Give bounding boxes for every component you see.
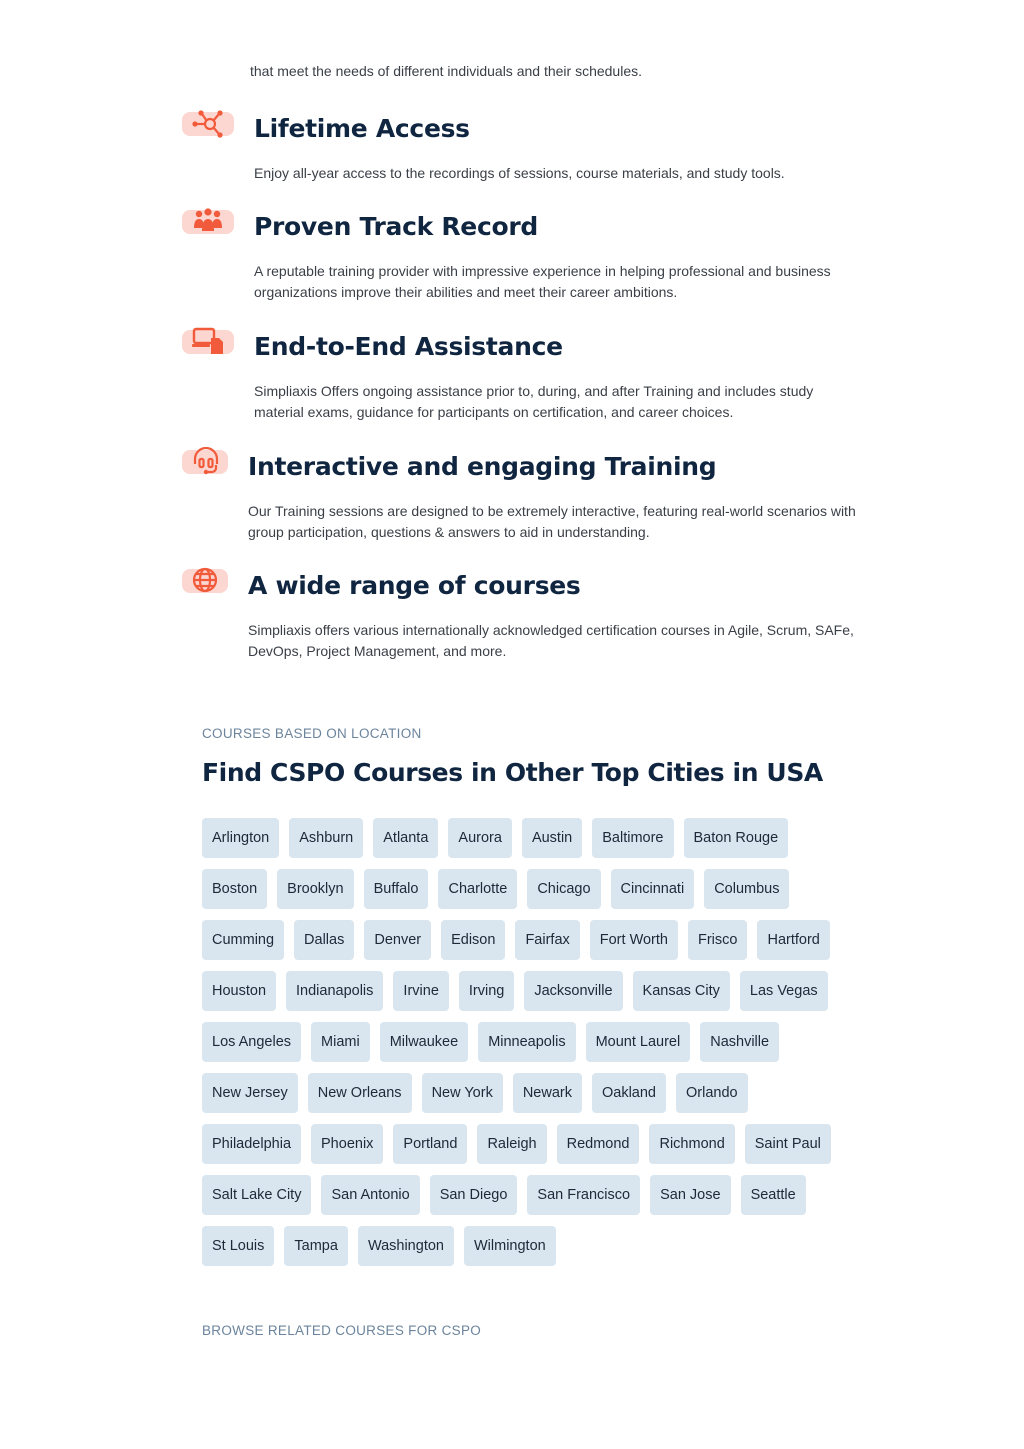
- city-link[interactable]: Salt Lake City: [202, 1175, 311, 1215]
- city-row: [202, 1022, 872, 1062]
- city-link[interactable]: Arlington: [202, 818, 279, 858]
- city-link[interactable]: New York: [422, 1073, 503, 1113]
- city-link[interactable]: Nashville: [700, 1022, 779, 1062]
- city-link[interactable]: Oakland: [592, 1073, 666, 1113]
- city-link[interactable]: Dallas: [294, 920, 354, 960]
- city-link[interactable]: Newark: [513, 1073, 582, 1113]
- city-row: [202, 1124, 872, 1164]
- headset-icon: [182, 450, 228, 474]
- city-link[interactable]: Cincinnati: [611, 869, 695, 909]
- city-row: [202, 818, 872, 858]
- city-link[interactable]: Fort Worth: [590, 920, 678, 960]
- feature-title: Proven Track Record: [254, 212, 538, 241]
- city-link[interactable]: Saint Paul: [745, 1124, 831, 1164]
- city-link[interactable]: Jacksonville: [524, 971, 622, 1011]
- city-link[interactable]: Seattle: [741, 1175, 806, 1215]
- feature-title: End-to-End Assistance: [254, 332, 563, 361]
- city-link[interactable]: Aurora: [448, 818, 512, 858]
- city-link[interactable]: Las Vegas: [740, 971, 828, 1011]
- city-link[interactable]: Buffalo: [364, 869, 429, 909]
- city-row: [202, 1073, 872, 1113]
- city-link[interactable]: Redmond: [557, 1124, 640, 1164]
- city-link[interactable]: Columbus: [704, 869, 789, 909]
- city-link[interactable]: Irving: [459, 971, 514, 1011]
- city-link[interactable]: San Diego: [430, 1175, 518, 1215]
- city-link[interactable]: Austin: [522, 818, 582, 858]
- city-link[interactable]: Kansas City: [633, 971, 730, 1011]
- city-link[interactable]: Denver: [364, 920, 431, 960]
- city-link[interactable]: Boston: [202, 869, 267, 909]
- city-link[interactable]: Hartford: [757, 920, 829, 960]
- city-link[interactable]: Frisco: [688, 920, 747, 960]
- feature-description: A reputable training provider with impressive experience in helping professional and business organizations improve their abilities and meet their career ambitions.: [254, 263, 831, 300]
- city-link[interactable]: Philadelphia: [202, 1124, 301, 1164]
- related-courses-eyebrow: BROWSE RELATED COURSES FOR CSPO: [202, 1323, 482, 1338]
- city-row: [202, 869, 872, 909]
- city-link[interactable]: Houston: [202, 971, 276, 1011]
- city-link[interactable]: San Jose: [650, 1175, 730, 1215]
- city-link[interactable]: Tampa: [284, 1226, 348, 1266]
- feature-description: Enjoy all-year access to the recordings of sessions, course materials, and study tools.: [254, 165, 785, 181]
- locations-title: Find CSPO Courses in Other Top Cities in USA: [202, 758, 823, 787]
- city-link[interactable]: Washington: [358, 1226, 454, 1266]
- feature-title: Interactive and engaging Training: [248, 452, 717, 481]
- city-link[interactable]: Los Angeles: [202, 1022, 301, 1062]
- city-link[interactable]: New Orleans: [308, 1073, 412, 1113]
- city-link[interactable]: Chicago: [527, 869, 600, 909]
- city-row: [202, 1226, 872, 1266]
- devices-icon: [182, 330, 234, 354]
- city-link[interactable]: Portland: [393, 1124, 467, 1164]
- people-group-icon: [182, 210, 234, 234]
- city-link[interactable]: Minneapolis: [478, 1022, 575, 1062]
- feature-title: Lifetime Access: [254, 114, 470, 143]
- city-link[interactable]: Mount Laurel: [586, 1022, 691, 1062]
- city-link[interactable]: Ashburn: [289, 818, 363, 858]
- city-link[interactable]: San Francisco: [527, 1175, 640, 1215]
- feature-description: Simpliaxis offers various internationally acknowledged certification courses in Agile, Scrum, SAFe, DevOps, Project Management, and more.: [248, 622, 854, 659]
- feature-title: A wide range of courses: [248, 571, 581, 600]
- city-link[interactable]: San Antonio: [321, 1175, 419, 1215]
- city-link[interactable]: Edison: [441, 920, 505, 960]
- city-row: [202, 971, 872, 1011]
- feature-description: Our Training sessions are designed to be extremely interactive, featuring real-world scenarios with group participation, questions & answers to aid in understanding.: [248, 503, 856, 540]
- city-link[interactable]: Phoenix: [311, 1124, 383, 1164]
- city-link[interactable]: Indianapolis: [286, 971, 383, 1011]
- city-links-grid: [202, 818, 872, 1277]
- network-icon: [182, 112, 234, 136]
- city-link[interactable]: Cumming: [202, 920, 284, 960]
- city-link[interactable]: Brooklyn: [277, 869, 353, 909]
- city-link[interactable]: New Jersey: [202, 1073, 298, 1113]
- city-row: [202, 1175, 872, 1215]
- city-link[interactable]: Miami: [311, 1022, 370, 1062]
- locations-eyebrow: COURSES BASED ON LOCATION: [202, 726, 422, 741]
- city-link[interactable]: Charlotte: [438, 869, 517, 909]
- intro-text: that meet the needs of different individuals and their schedules.: [250, 63, 642, 79]
- city-link[interactable]: Baltimore: [592, 818, 673, 858]
- city-link[interactable]: Raleigh: [477, 1124, 546, 1164]
- city-link[interactable]: Orlando: [676, 1073, 748, 1113]
- city-link[interactable]: Milwaukee: [380, 1022, 469, 1062]
- city-link[interactable]: Atlanta: [373, 818, 438, 858]
- city-link[interactable]: Wilmington: [464, 1226, 556, 1266]
- city-link[interactable]: Richmond: [649, 1124, 734, 1164]
- city-row: [202, 920, 872, 960]
- city-link[interactable]: Baton Rouge: [684, 818, 789, 858]
- city-link[interactable]: Fairfax: [515, 920, 579, 960]
- globe-icon: [182, 569, 228, 593]
- city-link[interactable]: St Louis: [202, 1226, 274, 1266]
- city-link[interactable]: Irvine: [393, 971, 448, 1011]
- feature-description: Simpliaxis Offers ongoing assistance prior to, during, and after Training and includes study material exams, guidance for participants on certification, and career choices.: [254, 383, 814, 420]
